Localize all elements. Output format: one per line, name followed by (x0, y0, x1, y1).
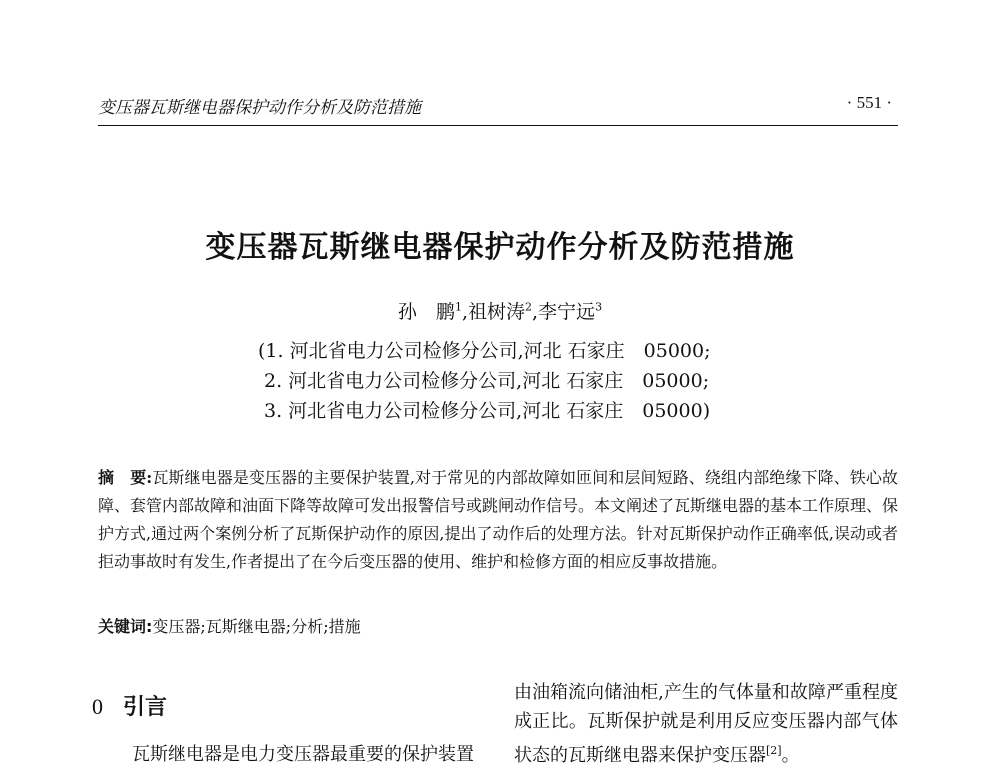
affiliation-line: 3. 河北省电力公司检修分公司,河北 石家庄 05000) (264, 400, 711, 422)
author-line: 孙 鹏$^1$,祖树涛$^2$,李宁远$^3$ (397, 300, 603, 323)
right-column-end: 。 (781, 745, 800, 766)
running-head (98, 93, 898, 118)
abstract-text: 瓦斯继电器是变压器的主要保护装置,对于常见的内部故障如匝间和层间短路、绕组内部绝缘下降、铁心故障、套管内部故障和油面下降等故障可发出报警信号或跳闸动作信号。本文阐述了瓦斯继电器的基本工作原理、保护方式,通过两个案例分析了瓦斯保护动作的原因,提出了动作后的处理方法。针对瓦斯保护动作正确率低,误动或者拒动事故时有发生,作者提出了在今后变压器的使用、维护和检修方面的相应反事故措施。 (98, 468, 899, 571)
affiliations (258, 336, 818, 426)
header-rule (98, 125, 898, 126)
abstract-label: 摘 要: (98, 468, 153, 487)
section-title: 引言 (123, 695, 168, 720)
right-column-body: 由油箱流向储油柜,产生的气体量和故障严重程度成正比。瓦斯保护就是利用反应变压器内部气体状态的瓦斯继电器来保护变压器 (514, 682, 898, 766)
affiliation-line: 2. 河北省电力公司检修分公司,河北 石家庄 05000; (264, 370, 710, 392)
author-sup: 2 (525, 300, 532, 314)
keywords-text: 变压器;瓦斯继电器;分析;措施 (152, 617, 361, 636)
section-heading (92, 690, 167, 721)
page-number: · 551 · (846, 93, 892, 112)
author-sup: 3 (595, 300, 603, 314)
abstract (98, 464, 898, 576)
author-name: 祖树涛 (467, 301, 525, 323)
author-name: 孙 鹏 (397, 301, 455, 323)
author-sup: 1 (454, 300, 462, 314)
keywords-label: 关键词: (98, 617, 153, 636)
section-number: 0 (92, 694, 103, 719)
reference-marker: [2] (766, 744, 782, 757)
keywords (98, 614, 898, 637)
paper-title: 变压器瓦斯继电器保护动作分析及防范措施 (205, 230, 795, 265)
author-name: 李宁远 (538, 301, 596, 323)
left-column-text: 瓦斯继电器是电力变压器最重要的保护装置 (132, 744, 474, 765)
right-column-text (514, 678, 898, 770)
running-title: 变压器瓦斯继电器保护动作分析及防范措施 (98, 98, 421, 117)
affiliation-line: (1. 河北省电力公司检修分公司,河北 石家庄 05000; (258, 340, 711, 362)
